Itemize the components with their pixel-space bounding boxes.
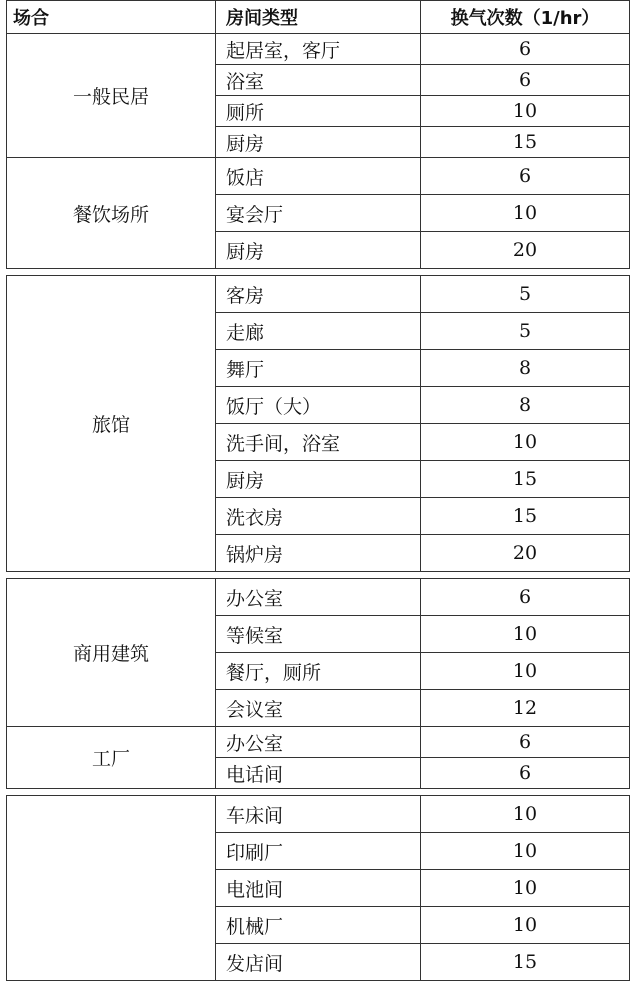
air-changes-cell: 10 [421, 653, 630, 690]
room-type-cell: 餐厅，厕所 [216, 653, 421, 690]
room-type-cell: 厨房 [216, 232, 421, 269]
air-changes-cell: 15 [421, 944, 630, 981]
room-type-cell: 客房 [216, 276, 421, 313]
room-type-cell: 厨房 [216, 461, 421, 498]
room-type-cell: 走廊 [216, 313, 421, 350]
air-changes-cell: 5 [421, 313, 630, 350]
venue-cell [7, 796, 216, 981]
air-changes-cell: 6 [421, 758, 630, 789]
table-row [7, 727, 630, 758]
room-type-cell: 起居室，客厅 [216, 34, 421, 65]
air-changes-cell: 10 [421, 195, 630, 232]
air-changes-cell: 6 [421, 65, 630, 96]
venue-cell: 工厂 [7, 727, 216, 789]
air-changes-cell: 10 [421, 907, 630, 944]
air-changes-cell: 20 [421, 232, 630, 269]
room-type-cell: 机械厂 [216, 907, 421, 944]
header-air-changes: 换气次数（1/hr） [421, 1, 630, 34]
header-row [7, 1, 630, 34]
room-type-cell: 发店间 [216, 944, 421, 981]
venue-cell: 一般民居 [7, 34, 216, 158]
air-changes-cell: 15 [421, 498, 630, 535]
table-row [7, 34, 630, 65]
room-type-cell: 饭店 [216, 158, 421, 195]
room-type-cell: 锅炉房 [216, 535, 421, 572]
air-changes-cell: 6 [421, 34, 630, 65]
air-changes-cell: 8 [421, 350, 630, 387]
air-changes-cell: 10 [421, 833, 630, 870]
room-type-cell: 等候室 [216, 616, 421, 653]
air-changes-cell: 15 [421, 127, 630, 158]
venue-cell: 餐饮场所 [7, 158, 216, 269]
air-changes-cell: 8 [421, 387, 630, 424]
room-type-cell: 印刷厂 [216, 833, 421, 870]
table-row [7, 579, 630, 616]
room-type-cell: 洗衣房 [216, 498, 421, 535]
room-type-cell: 电池间 [216, 870, 421, 907]
air-changes-cell: 15 [421, 461, 630, 498]
gap-cell [7, 789, 630, 796]
room-type-cell: 电话间 [216, 758, 421, 789]
air-changes-cell: 20 [421, 535, 630, 572]
section-gap [7, 572, 630, 579]
ventilation-table [6, 0, 630, 981]
air-changes-cell: 6 [421, 158, 630, 195]
venue-cell: 旅馆 [7, 276, 216, 572]
room-type-cell: 办公室 [216, 727, 421, 758]
table-row [7, 158, 630, 195]
room-type-cell: 洗手间，浴室 [216, 424, 421, 461]
air-changes-cell: 12 [421, 690, 630, 727]
room-type-cell: 浴室 [216, 65, 421, 96]
section-gap [7, 269, 630, 276]
venue-cell: 商用建筑 [7, 579, 216, 727]
table-row [7, 276, 630, 313]
air-changes-cell: 10 [421, 870, 630, 907]
room-type-cell: 会议室 [216, 690, 421, 727]
air-changes-cell: 10 [421, 424, 630, 461]
room-type-cell: 办公室 [216, 579, 421, 616]
room-type-cell: 饭厅（大） [216, 387, 421, 424]
section-gap [7, 789, 630, 796]
air-changes-cell: 10 [421, 796, 630, 833]
room-type-cell: 舞厅 [216, 350, 421, 387]
air-changes-cell: 10 [421, 96, 630, 127]
table-row [7, 796, 630, 833]
room-type-cell: 宴会厅 [216, 195, 421, 232]
air-changes-cell: 10 [421, 616, 630, 653]
room-type-cell: 厨房 [216, 127, 421, 158]
gap-cell [7, 572, 630, 579]
gap-cell [7, 269, 630, 276]
air-changes-cell: 6 [421, 727, 630, 758]
header-venue: 场合 [7, 1, 216, 34]
air-changes-cell: 5 [421, 276, 630, 313]
air-changes-cell: 6 [421, 579, 630, 616]
room-type-cell: 车床间 [216, 796, 421, 833]
header-room-type: 房间类型 [216, 1, 421, 34]
room-type-cell: 厕所 [216, 96, 421, 127]
table-body [7, 34, 630, 981]
